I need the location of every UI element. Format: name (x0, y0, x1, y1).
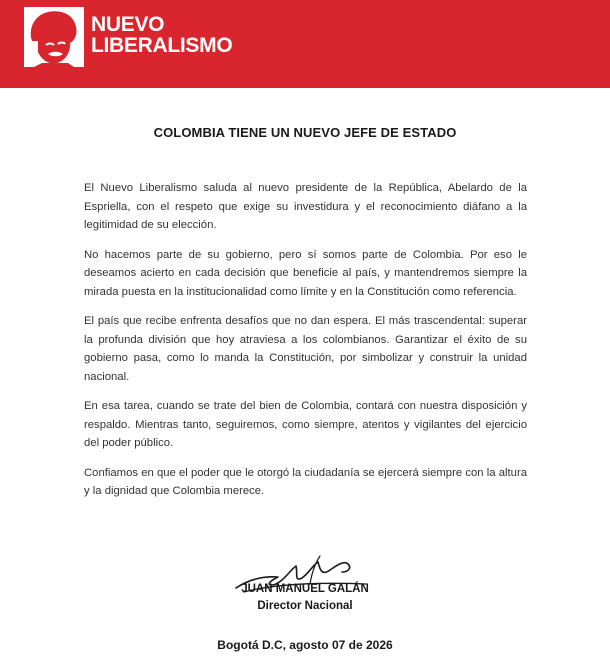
brand-wordmark (91, 14, 232, 56)
paragraph-1: El Nuevo Liberalismo saluda al nuevo presidente de la República, Abelardo de la Espriella, con el respeto que exige su investidura y el reconocimiento diáfano a la legitimidad de su elección. (84, 182, 527, 231)
statement-body (84, 179, 527, 512)
paragraph-2: No hacemos parte de su gobierno, pero sí somos parte de Colombia. Por eso le deseamos acierto en cada decisión que beneficie al país, y mantendremos siempre la mirada puesta en la institucionalidad como límite y en la Constitución como referencia. (84, 248, 527, 298)
brand-line-1: NUEVO (91, 13, 165, 36)
paragraph-4: En esa tarea, cuando se trate del bien de Colombia, contará con nuestra disposición y respaldo. Mientras tanto, seguiremos, como siempre, atentos y vigilantes del ejercicio del poder público. (84, 400, 527, 449)
portrait-logo-icon (24, 7, 84, 67)
statement-title: COLOMBIA TIENE UN NUEVO JEFE DE ESTADO (153, 125, 457, 140)
paragraph-3: El país que recibe enfrenta desafíos que no dan espera. El más trascendental: superar la profunda división que hoy atraviesa a los colombianos. Garantizar el éxito de su gobierno pasa, como lo manda la Constitución, por simbolizar y construir la unidad nacional. (84, 315, 527, 383)
signatory-role: Director Nacional (257, 600, 353, 612)
signatory-name: JUAN MANUEL GALÁN (241, 583, 369, 595)
paragraph-5: Confiamos en que el poder que le otorgó la ciudadanía se ejercerá siempre con la altura y la dignidad que Colombia merece. (84, 466, 527, 497)
brand-line-2: LIBERALISMO (91, 34, 233, 57)
header-banner (0, 0, 610, 88)
document-date: Bogotá D.C, agosto 07 de 2026 (217, 638, 393, 652)
